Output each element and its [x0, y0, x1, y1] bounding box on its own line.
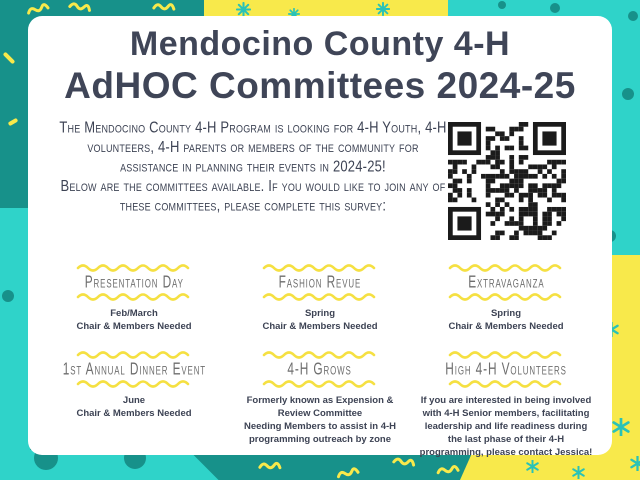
wavy-divider-icon [75, 291, 193, 301]
squiggle-icon [151, 0, 176, 14]
committee-details: Feb/March Chair & Members Needed [76, 308, 192, 332]
wavy-divider-icon [447, 291, 565, 301]
background-turquoise-patch-left [0, 208, 30, 480]
committee-name: 1st Annual Dinner Event [62, 358, 206, 379]
wavy-divider-icon [75, 378, 193, 388]
wavy-divider-icon [261, 378, 379, 388]
squiggle-icon [25, 1, 51, 18]
dash-icon [8, 118, 19, 126]
committee-presentation-day [46, 262, 222, 333]
committee-details: Spring Chair & Members Needed [262, 308, 378, 332]
wavy-divider-icon [261, 262, 379, 272]
dot-icon [628, 11, 638, 21]
qr-code-icon [448, 122, 566, 240]
dot-icon [550, 3, 560, 13]
committee-name: Extravaganza [467, 271, 545, 292]
wavy-divider-icon [447, 378, 565, 388]
wavy-divider-icon [261, 291, 379, 301]
committee-fashion-revue [232, 262, 408, 333]
wavy-divider-icon [447, 262, 565, 272]
committee-name: High 4-H Volunteers [445, 358, 567, 379]
squiggle-icon [67, 0, 93, 16]
wavy-divider-icon [75, 262, 193, 272]
committee-details: Formerly known as Expension & Review Committee Needing Members to assist in 4-H programming outreach by zone [243, 395, 397, 445]
dot-icon [498, 1, 506, 9]
intro-paragraph-2: Below are the committees available. If you would like to join any of these committees, please complete this survey: [60, 176, 446, 215]
committee-4h-grows [232, 349, 408, 459]
committee-name: 4-H Grows [287, 358, 353, 379]
dash-icon [3, 52, 16, 65]
squiggle-icon [436, 463, 461, 477]
title-line-1: Mendocino County 4-H [129, 25, 511, 63]
squiggle-icon [258, 459, 283, 473]
committee-high-4h-volunteers [418, 349, 594, 459]
flyer-card [28, 16, 612, 458]
title-line-2: AdHOC Committees 2024-25 [64, 65, 576, 106]
committee-dinner-event [46, 349, 222, 459]
dot-icon [622, 88, 634, 100]
dot-icon [2, 290, 14, 302]
committee-extravaganza [418, 262, 594, 333]
committee-name: Presentation Day [84, 271, 184, 292]
page-title [42, 24, 598, 108]
committee-details: If you are interested in being involved with 4-H Senior members, facilitating leadership and life readiness during the last phase of their 4-H programming, please contact Jessica! [419, 395, 593, 458]
intro-text [58, 118, 448, 216]
wavy-divider-icon [75, 349, 193, 359]
intro-paragraph-1: The Mendocino County 4-H Program is looking for 4-H Youth, 4-H volunteers, 4-H parents or members of the community for assistance in planning their events in 2024-25! [59, 118, 447, 176]
committee-name: Fashion Revue [278, 271, 362, 292]
committee-details: June Chair & Members Needed [76, 395, 192, 419]
committee-details: Spring Chair & Members Needed [448, 308, 564, 332]
intro-section [42, 118, 598, 240]
squiggle-icon [335, 465, 361, 480]
wavy-divider-icon [447, 349, 565, 359]
wavy-divider-icon [261, 349, 379, 359]
committees-grid [42, 262, 598, 459]
